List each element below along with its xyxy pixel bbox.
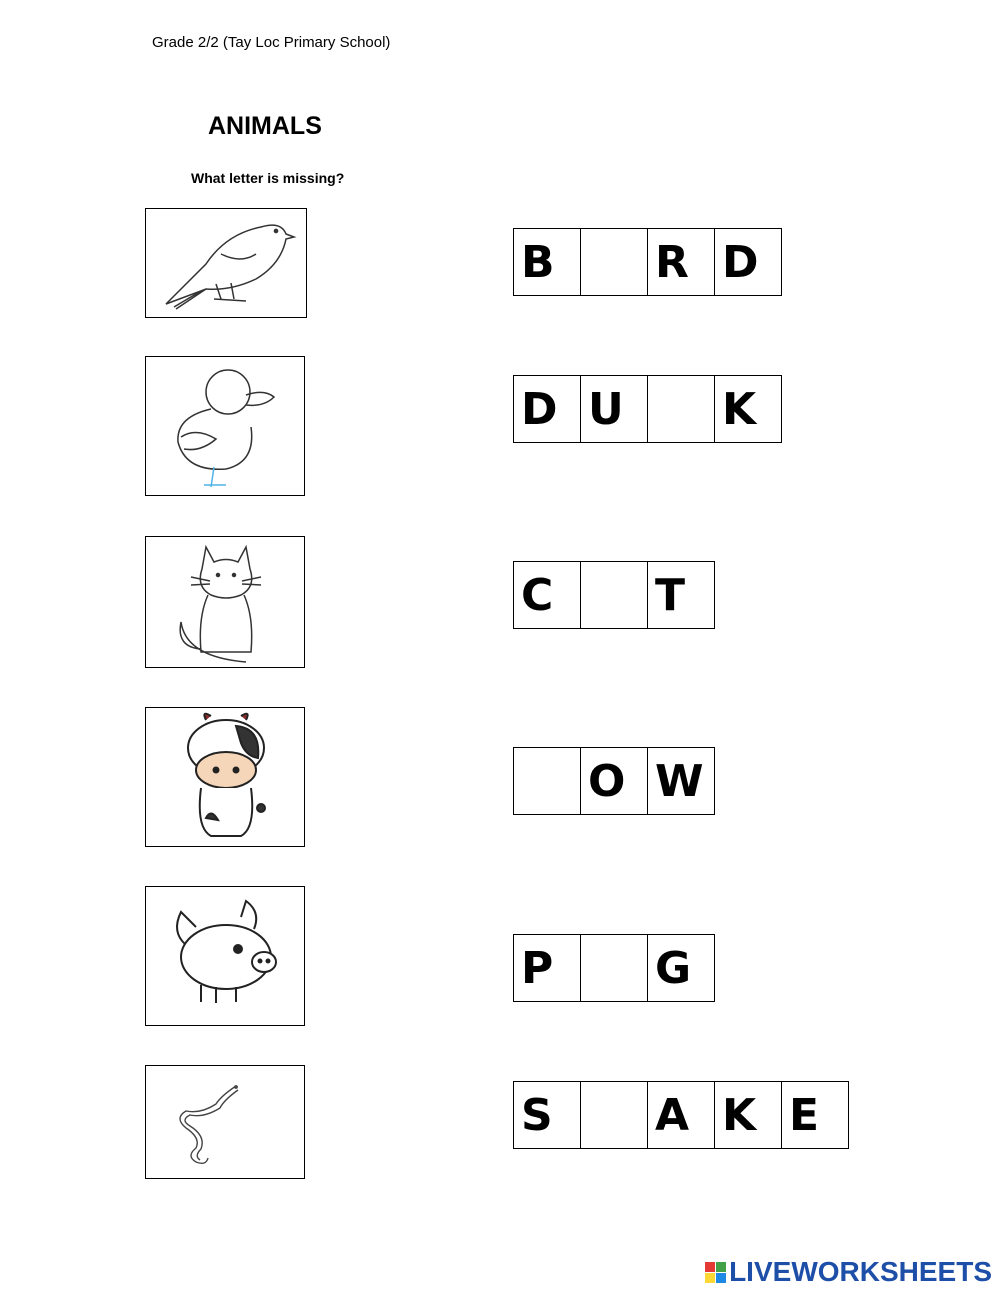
letter-cell: P: [513, 934, 581, 1002]
cow-icon: [146, 708, 304, 846]
word-cow: [513, 747, 715, 815]
pig-icon: [146, 887, 304, 1025]
letter-cell: K: [714, 1081, 782, 1149]
liveworksheets-logo[interactable]: [705, 1256, 992, 1288]
letter-cell: R: [647, 228, 715, 296]
letter-cell: K: [714, 375, 782, 443]
letter-cell: O: [580, 747, 648, 815]
cat-image: [145, 536, 305, 668]
letter-cell: C: [513, 561, 581, 629]
missing-letter-input[interactable]: [580, 1081, 648, 1149]
word-bird: [513, 228, 782, 296]
page-title: ANIMALS: [208, 112, 322, 140]
letter-cell: D: [513, 375, 581, 443]
letter-cell: G: [647, 934, 715, 1002]
cow-image: [145, 707, 305, 847]
duck-icon: [146, 357, 304, 495]
word-snake: [513, 1081, 849, 1149]
duck-image: [145, 356, 305, 496]
letter-cell: E: [781, 1081, 849, 1149]
instruction-text: What letter is missing?: [191, 170, 345, 186]
letter-cell: U: [580, 375, 648, 443]
word-cat: [513, 561, 715, 629]
letter-cell: D: [714, 228, 782, 296]
letter-cell: B: [513, 228, 581, 296]
word-duck: [513, 375, 782, 443]
bird-icon: [146, 209, 306, 317]
pig-image: [145, 886, 305, 1026]
letter-cell: T: [647, 561, 715, 629]
letter-cell: W: [647, 747, 715, 815]
missing-letter-input[interactable]: [580, 934, 648, 1002]
missing-letter-input[interactable]: [580, 228, 648, 296]
missing-letter-input[interactable]: [580, 561, 648, 629]
bird-image: [145, 208, 307, 318]
cat-icon: [146, 537, 304, 667]
letter-cell: A: [647, 1081, 715, 1149]
word-pig: [513, 934, 715, 1002]
missing-letter-input[interactable]: [513, 747, 581, 815]
snake-icon: [146, 1066, 304, 1178]
logo-mark-icon: [705, 1262, 726, 1283]
missing-letter-input[interactable]: [647, 375, 715, 443]
brand-name: LIVEWORKSHEETS: [729, 1256, 992, 1287]
school-label: Grade 2/2 (Tay Loc Primary School): [152, 34, 391, 51]
letter-cell: S: [513, 1081, 581, 1149]
snake-image: [145, 1065, 305, 1179]
